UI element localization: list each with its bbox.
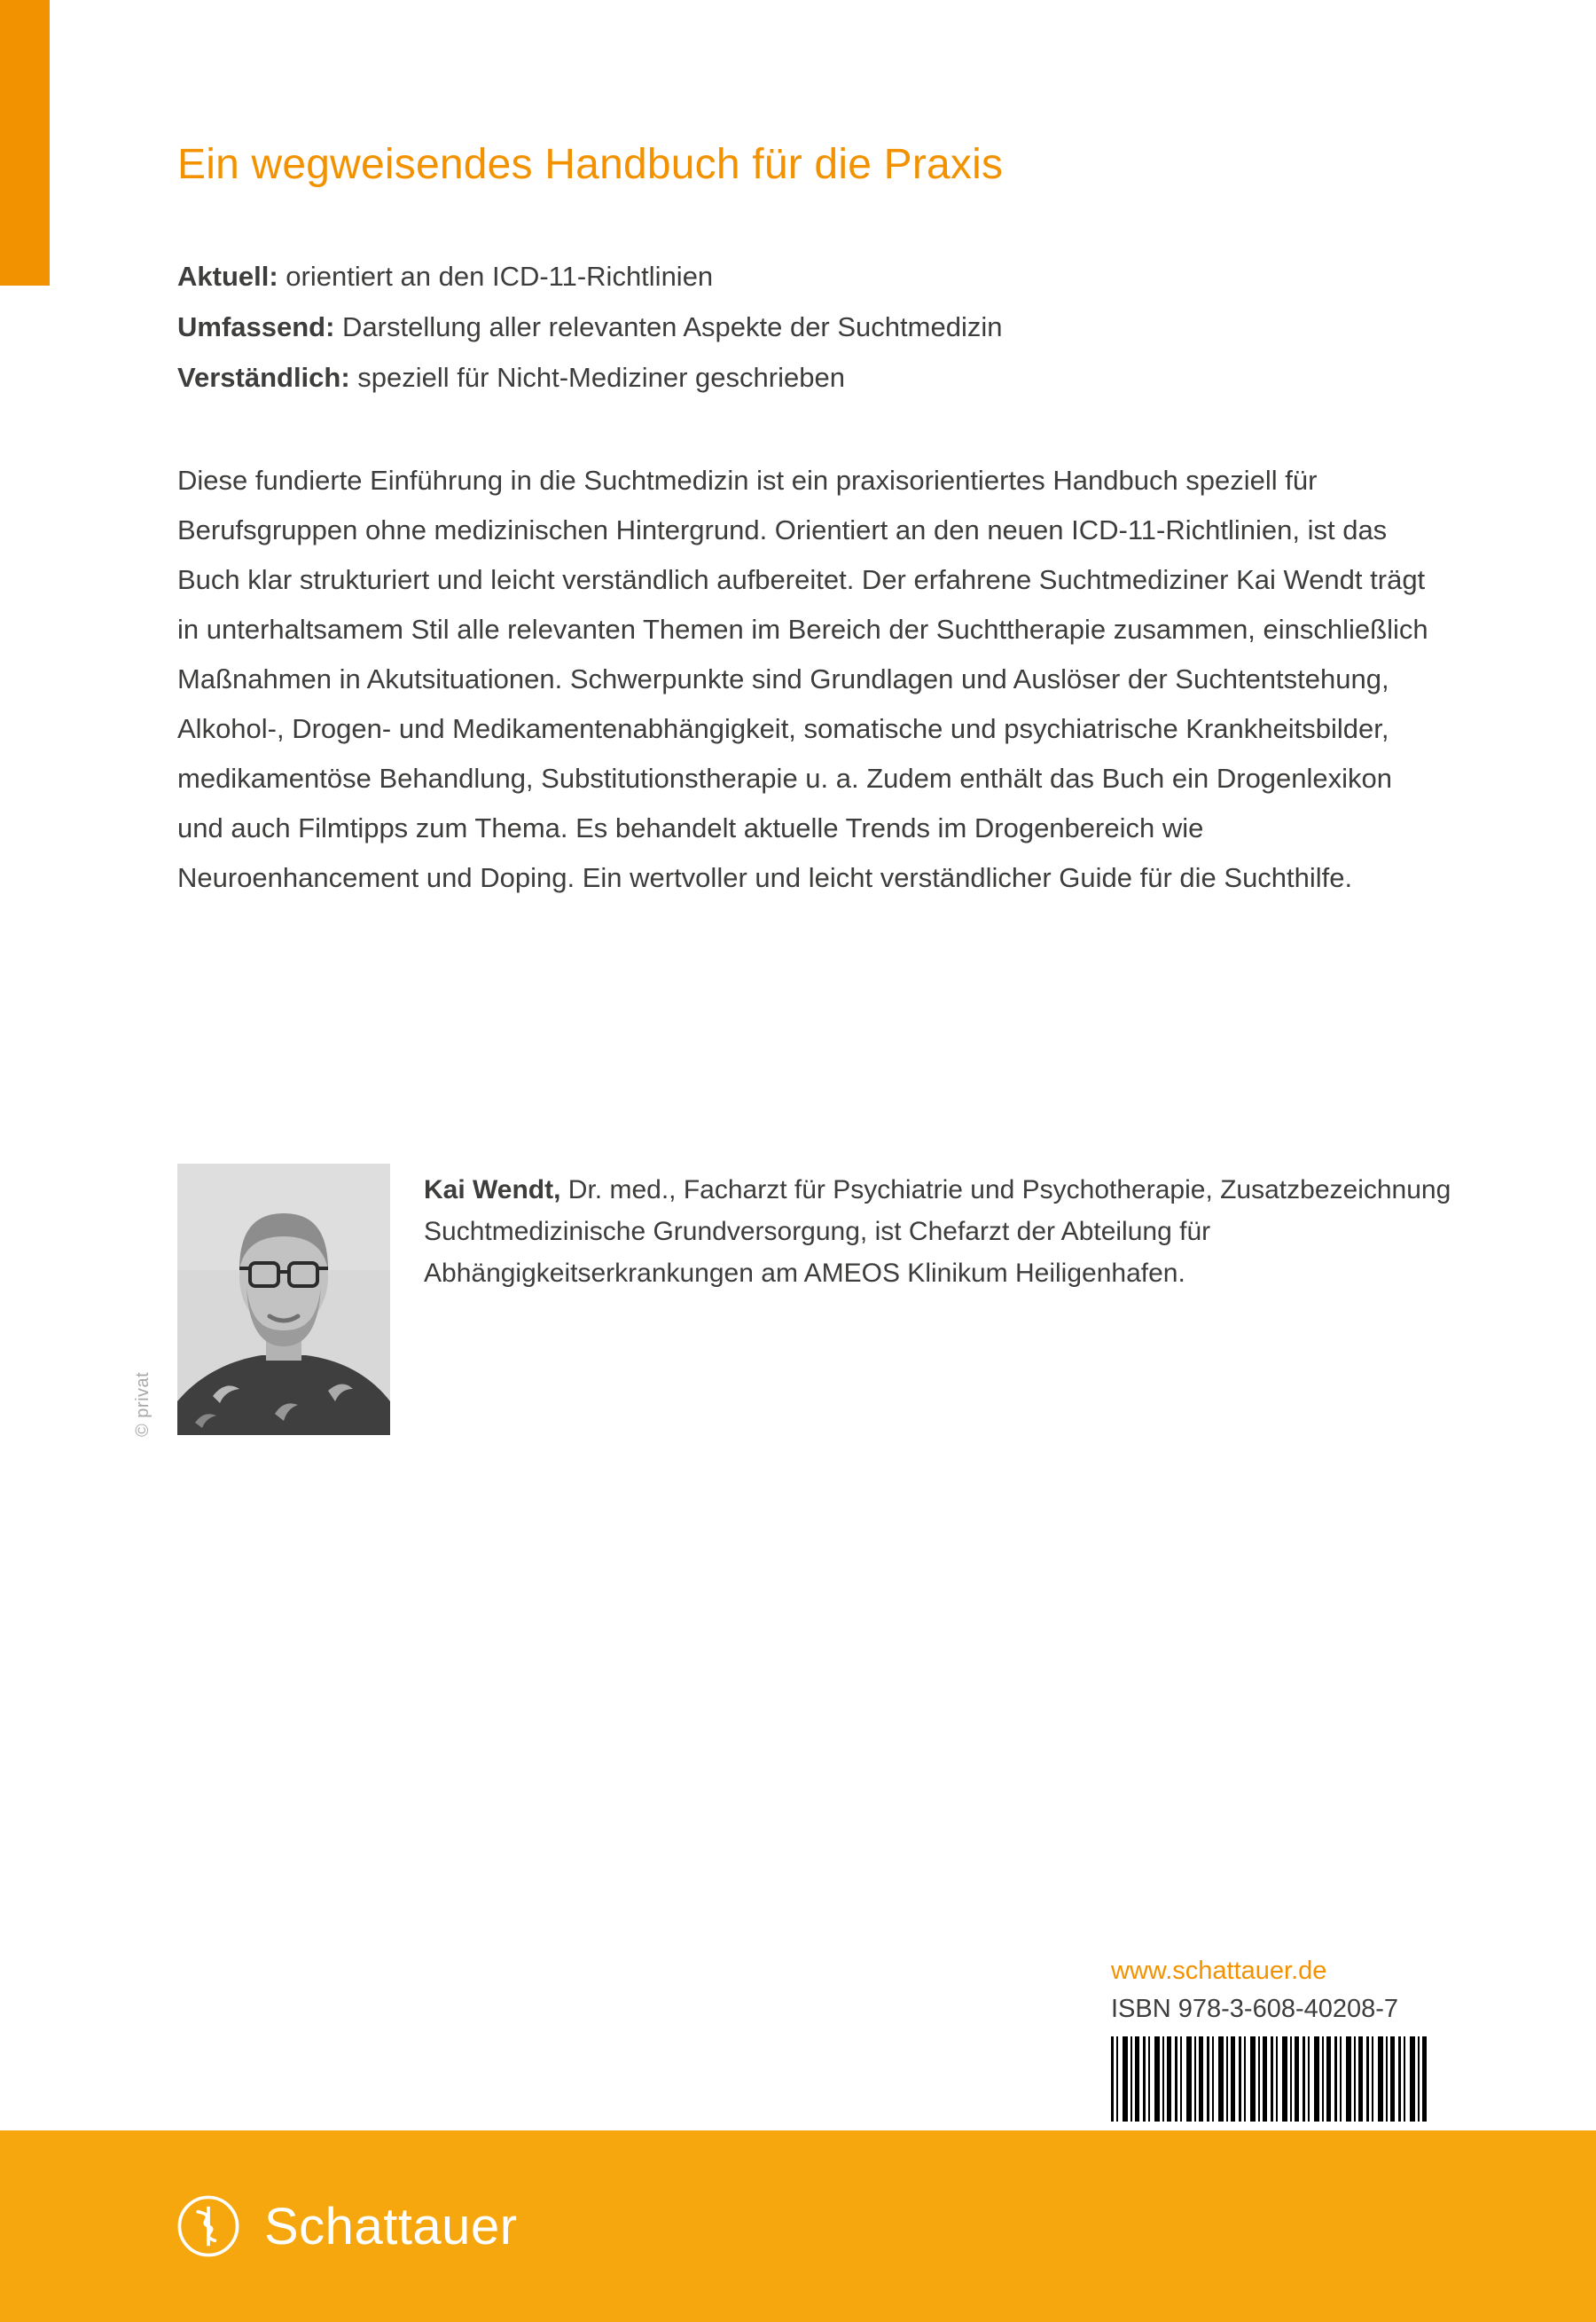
isbn-barcode: [1111, 2036, 1427, 2122]
publisher-bar: [0, 2130, 1596, 2322]
author-name: Kai Wendt,: [424, 1175, 561, 1204]
author-bio: [424, 1169, 1452, 1294]
publisher-wordmark: Schattauer: [264, 2197, 518, 2255]
key-point-label: Aktuell:: [177, 261, 278, 292]
author-portrait-illustration: [177, 1164, 390, 1435]
key-point-text: speziell für Nicht-Mediziner geschrieben: [349, 362, 845, 393]
key-point: [177, 251, 1002, 302]
key-point-label: Umfassend:: [177, 311, 335, 342]
headline: Ein wegweisendes Handbuch für die Praxis: [177, 141, 1004, 188]
key-points: [177, 251, 1002, 403]
key-point-text: orientiert an den ICD-11-Richtlinien: [278, 261, 714, 292]
key-point: [177, 352, 1002, 403]
key-point-label: Verständlich:: [177, 362, 350, 393]
publisher-website: www.schattauer.de: [1111, 1957, 1327, 1985]
photo-credit: © privat: [133, 1371, 153, 1437]
description-paragraph: Diese fundierte Einführung in die Suchtmedizin ist ein praxisorientiertes Handbuch speziell für Berufsgruppen ohne medizinischen Hintergrund. Orientiert an den neuen ICD-11-Richtlinien, ist das Buch klar strukturiert und leicht verständlich aufbereitet. Der erfahrene Suchtmediziner Kai Wendt trägt in unterhaltsamem Stil alle relevanten Themen im Bereich der Suchttherapie zusammen, einschließlich Maßnahmen in Akutsituationen. Schwerpunkte sind Grundlagen und Auslöser der Suchtentstehung, Alkohol-, Drogen- und Medikamentenabhängigkeit, somatische und psychiatrische Krankheitsbilder, medikamentöse Behandlung, Substitutionstherapie u. a. Zudem enthält das Buch ein Drogenlexikon und auch Filmtipps zum Thema. Es behandelt aktuelle Trends im Drogenbereich wie Neuroenhancement und Doping. Ein wertvoller und leicht verständlicher Guide für die Suchthilfe.: [177, 465, 1428, 893]
key-point-text: Darstellung aller relevanten Aspekte der Suchtmedizin: [334, 311, 1003, 342]
isbn-number: ISBN 978-3-608-40208-7: [1111, 1995, 1399, 2023]
author-photo: [177, 1164, 390, 1435]
schattauer-logo-icon: [176, 2193, 241, 2259]
author-bio-text: Dr. med., Facharzt für Psychiatrie und Psychotherapie, Zusatzbezeichnung Suchtmedizinische Grundversorgung, ist Chefarzt der Abteilung für Abhängigkeitserkrankungen am AMEOS Klinikum Heiligenhafen.: [424, 1175, 1451, 1288]
key-point: [177, 302, 1002, 352]
corner-accent-stripe: [0, 0, 50, 286]
